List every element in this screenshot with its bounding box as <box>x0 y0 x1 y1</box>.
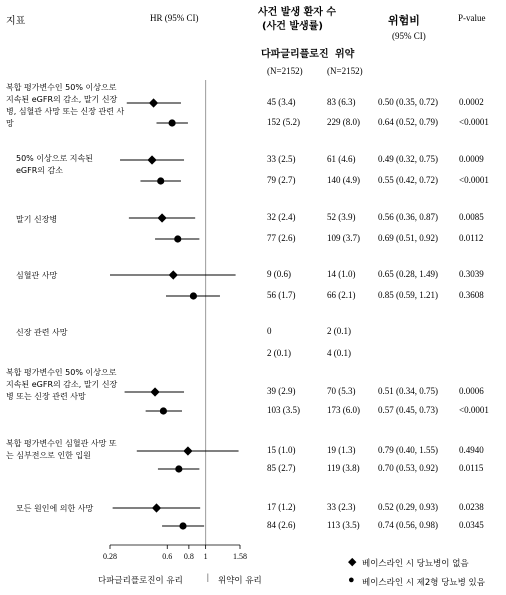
placebo-events: 4 (0.1) <box>327 348 351 358</box>
dapa-events: 84 (2.6) <box>267 520 296 530</box>
hazard-ratio-ci: 0.65 (0.28, 1.49) <box>378 269 438 279</box>
row-label-composite-renal-cv: 복합 평가변수인 50% 이상으로 지속된 eGFR의 감소, 말기 신장병, 심혈관 사망 또는 신장 관련 사망 <box>6 83 125 128</box>
dapa-events: 85 (2.7) <box>267 463 296 473</box>
p-value: <0.0001 <box>459 117 489 127</box>
p-value: 0.0002 <box>459 97 484 107</box>
placebo-events: 229 (8.0) <box>327 117 360 127</box>
legend-diamond-label: 베이스라인 시 당뇨병이 없음 <box>362 559 469 569</box>
dapa-events: 56 (1.7) <box>267 290 296 300</box>
column-header-events-line1: 사건 발생 환자 수 <box>258 7 337 18</box>
row-label-eskd: 말기 신장병 <box>16 215 58 224</box>
circle-marker <box>175 465 182 472</box>
p-value: 0.3608 <box>459 290 484 300</box>
placebo-events: 83 (6.3) <box>327 97 356 107</box>
diamond-marker <box>152 503 161 512</box>
dapa-events: 17 (1.2) <box>267 502 296 512</box>
column-header-events-line2: (사건 발생률) <box>262 21 323 32</box>
diamond-marker <box>147 155 156 164</box>
hazard-ratio-ci: 0.55 (0.42, 0.72) <box>378 175 438 185</box>
hazard-ratio-ci: 0.74 (0.56, 0.98) <box>378 520 438 530</box>
placebo-events: 119 (3.8) <box>327 463 360 473</box>
diamond-marker <box>169 270 178 279</box>
hazard-ratio-ci: 0.56 (0.36, 0.87) <box>378 212 438 222</box>
circle-marker <box>179 522 186 529</box>
p-value: 0.0085 <box>459 212 484 222</box>
dapa-events: 39 (2.9) <box>267 386 296 396</box>
dapa-events: 152 (5.2) <box>267 117 300 127</box>
x-tick-label: 0.6 <box>162 552 173 561</box>
placebo-events: 2 (0.1) <box>327 326 351 336</box>
p-value: 0.0345 <box>459 520 484 530</box>
dapa-events: 2 (0.1) <box>267 348 291 358</box>
circle-marker <box>174 235 181 242</box>
placebo-events: 14 (1.0) <box>327 269 356 279</box>
placebo-events: 19 (1.3) <box>327 445 356 455</box>
hazard-ratio-ci: 0.52 (0.29, 0.93) <box>378 502 438 512</box>
column-header-risk-ci: (95% CI) <box>392 31 426 41</box>
placebo-events: 70 (5.3) <box>327 386 356 396</box>
p-value: 0.0006 <box>459 386 484 396</box>
legend-circle-icon: ● <box>348 574 355 586</box>
dapa-events: 45 (3.4) <box>267 97 296 107</box>
placebo-events: 52 (3.9) <box>327 212 356 222</box>
p-value: <0.0001 <box>459 175 489 185</box>
dapa-events: 79 (2.7) <box>267 175 296 185</box>
x-tick-label: 0.28 <box>103 552 117 561</box>
column-header-hr: HR (95% CI) <box>150 13 199 23</box>
hazard-ratio-ci: 0.64 (0.52, 0.79) <box>378 117 438 127</box>
hazard-ratio-ci: 0.79 (0.40, 1.55) <box>378 445 438 455</box>
diamond-marker <box>149 98 158 107</box>
dapa-events: 32 (2.4) <box>267 212 296 222</box>
column-header-risk: 위험비 <box>388 14 420 27</box>
legend-circle-label: 베이스라인 시 제2형 당뇨병 있음 <box>362 578 485 588</box>
hazard-ratio-ci: 0.69 (0.51, 0.92) <box>378 233 438 243</box>
group-header-placebo: 위약 <box>335 49 355 60</box>
row-label-egfr-decline: 50% 이상으로 지속된 eGFR의 감소 <box>16 154 93 175</box>
row-label-composite-renal: 복합 평가변수인 50% 이상으로 지속된 eGFR의 감소, 말기 신장병 또는 신장 관련 사망 <box>6 368 118 401</box>
p-value: 0.0238 <box>459 502 484 512</box>
circle-marker <box>190 292 197 299</box>
circle-marker <box>169 119 176 126</box>
p-value: <0.0001 <box>459 405 489 415</box>
placebo-events: 113 (3.5) <box>327 520 360 530</box>
placebo-events: 173 (6.0) <box>327 405 360 415</box>
placebo-events: 61 (4.6) <box>327 154 356 164</box>
row-label-renal-death: 신장 관련 사망 <box>16 328 68 337</box>
n-dapa: (N=2152) <box>267 66 303 76</box>
p-value: 0.0112 <box>459 233 484 243</box>
placebo-events: 66 (2.1) <box>327 290 356 300</box>
circle-marker <box>160 407 167 414</box>
x-tick-label: 1.58 <box>233 552 247 561</box>
dapa-events: 33 (2.5) <box>267 154 296 164</box>
p-value: 0.0009 <box>459 154 484 164</box>
group-header-dapa: 다파글리플로진 <box>261 49 329 60</box>
favours-placebo-label: 위약이 유리 <box>218 576 262 586</box>
hazard-ratio-ci: 0.85 (0.59, 1.21) <box>378 290 438 300</box>
column-header-pvalue: P-value <box>458 13 486 23</box>
p-value: 0.0115 <box>459 463 484 473</box>
hazard-ratio-ci: 0.57 (0.45, 0.73) <box>378 405 438 415</box>
column-header-subject: 지표 <box>6 16 26 27</box>
diamond-marker <box>150 387 159 396</box>
diamond-marker <box>157 213 166 222</box>
hazard-ratio-ci: 0.50 (0.35, 0.72) <box>378 97 438 107</box>
diamond-marker <box>183 446 192 455</box>
hazard-ratio-ci: 0.51 (0.34, 0.75) <box>378 386 438 396</box>
dapa-events: 103 (3.5) <box>267 405 300 415</box>
row-label-all-cause-death: 모든 원인에 의한 사망 <box>16 504 94 513</box>
row-label-cv-death: 심혈관 사망 <box>16 271 58 280</box>
placebo-events: 33 (2.3) <box>327 502 356 512</box>
n-placebo: (N=2152) <box>327 66 363 76</box>
p-value: 0.4940 <box>459 445 484 455</box>
favours-dapa-label: 다파글리플로진이 유리 <box>98 576 183 586</box>
dapa-events: 9 (0.6) <box>267 269 291 279</box>
hazard-ratio-ci: 0.49 (0.32, 0.75) <box>378 154 438 164</box>
x-tick-label: 0.8 <box>183 552 194 561</box>
p-value: 0.3039 <box>459 269 484 279</box>
x-tick-label: 1 <box>203 552 208 561</box>
circle-marker <box>157 177 164 184</box>
placebo-events: 140 (4.9) <box>327 175 360 185</box>
dapa-events: 0 <box>267 326 272 336</box>
dapa-events: 15 (1.0) <box>267 445 296 455</box>
legend-diamond-icon: ◆ <box>348 556 357 568</box>
row-label-composite-cv-hf: 복합 평가변수인 심혈관 사망 또는 심부전으로 인한 입원 <box>6 439 117 460</box>
dapa-events: 77 (2.6) <box>267 233 296 243</box>
placebo-events: 109 (3.7) <box>327 233 360 243</box>
hazard-ratio-ci: 0.70 (0.53, 0.92) <box>378 463 438 473</box>
favours-divider: | <box>207 572 209 582</box>
